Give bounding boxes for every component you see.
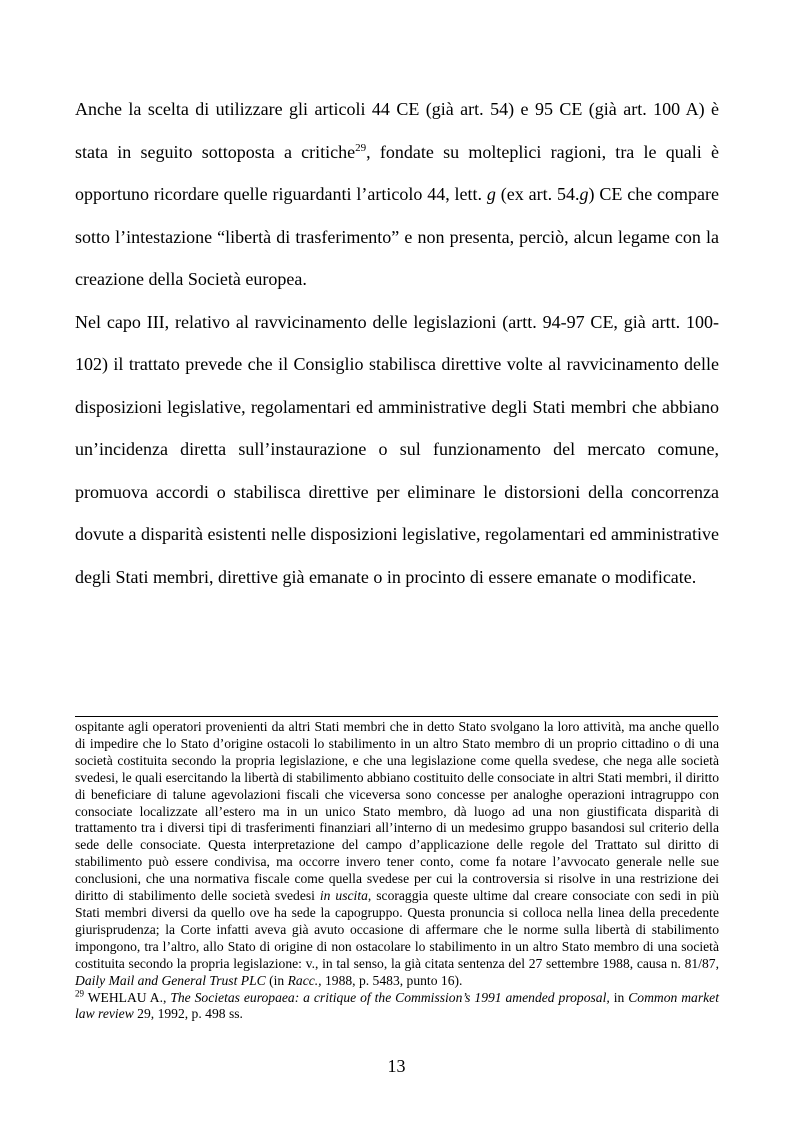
page-number: 13	[387, 1056, 406, 1076]
text-run: 1988, p. 5483, punto 16).	[321, 972, 463, 988]
footnote-number: 29	[75, 987, 84, 998]
footnote-separator	[75, 716, 718, 717]
footnotes	[75, 719, 719, 1023]
italic-run: in uscita	[319, 888, 368, 904]
text-run: , scoraggia queste ultime dal creare consociate con sedi in più Stati membri diversi da quello ove ha sede la capogruppo. Questa pronuncia si colloca nella linea della precedente giurisprudenza; la Corte infatti aveva già avuto occasione di affermare che le norme sulla libertà di stabilimento impongono, tra l’altro, allo Stato di origine di non ostacolare lo stabilimento in un altro Stato membro di una società costituita secondo la propria legislazione: v., in tal senso, la già citata sentenza del 27 settembre 1988, causa n. 81/87,	[75, 888, 720, 971]
italic-run: Daily Mail and General Trust PLC	[75, 972, 266, 988]
text-run: ) CE che compare sotto l’intestazione “libertà di trasferimento” e non presenta, perciò, alcun legame con la creazione della Società europea.	[75, 184, 720, 289]
footnote-29	[75, 987, 719, 1024]
text-run: in	[609, 989, 629, 1005]
footnote-journal: Common market law review	[75, 989, 719, 1022]
footnote-author: WEHLAU A.,	[84, 989, 171, 1005]
text-run: ospitante agli operatori provenienti da altri Stati membri che in detto Stato svolgano la loro attività, ma anche quello di impedire che lo Stato d’origine ostacoli lo stabilimento in un altro Stato membro di un proprio cittadino o di una società costituita secondo la propria legislazione, e che una legislazione come quella svedese, che nega alle società svedesi, le quali esercitando la libertà di stabilimento abbiano costituito delle consociate in altri Stati membri, il diritto di beneficiare di talune agevolazioni fiscali che viceversa sono concesse per analoghe operazioni intragruppo con consociate localizzate all’estero ma in un unico Stato membro, dà luogo ad una non giustificata disparità di trattamento tra i diversi tipi di trasferimenti finanziari all’interno di un medesimo gruppo basandosi sul criterio della sede delle consociate. Questa interpretazione del campo d’applicazione delle regole del Trattato sul diritto di stabilimento può essere condivisa, ma occorre invero tener conto, come fa notare l’avvocato generale nelle sue conclusioni, che una normativa fiscale come quella svedese per cui la controversia si risolve in una restrizione dei diritto di stabilimento delle società svedesi	[75, 719, 719, 904]
italic-run: g	[579, 184, 589, 204]
text-run: Anche la scelta di utilizzare gli articoli 44 CE (già art. 54) e 95 CE (già art. 100 A) è stata in seguito sottoposta a critiche	[75, 99, 719, 162]
italic-run: Racc.,	[287, 972, 322, 988]
text-run: (ex art. 54.	[495, 184, 580, 204]
footnote-continuation	[75, 719, 719, 990]
text-run: 29, 1992, p. 498 ss.	[133, 1006, 243, 1022]
footnote-ref-29[interactable]: 29	[355, 141, 367, 154]
paragraph-1	[75, 88, 719, 301]
paragraph-2: Nel capo III, relativo al ravvicinamento delle legislazioni (artt. 94-97 CE, già artt. 100-102) il trattato prevede che il Consiglio stabilisca direttive volte al ravvicinamento delle disposizioni legislative, regolamentari ed amministrative degli Stati membri che abbiano un’incidenza diretta sull’instaurazione o sul funzionamento del mercato comune, promuova accordi o stabilisca direttive per eliminare le distorsioni della concorrenza dovute a disparità esistenti nelle disposizioni legislative, regolamentari ed amministrative degli Stati membri, direttive già emanate o in procinto di essere emanate o modificate.	[75, 311, 719, 587]
italic-run: g	[486, 184, 496, 204]
footnote-title: The Societas europaea: a critique of the Commission’s 1991 amended proposal,	[170, 989, 610, 1005]
text-run: , fondate su molteplici ragioni, tra le quali è opportuno ricordare quelle riguardanti l’articolo 44, lett.	[75, 141, 719, 204]
main-text	[75, 88, 719, 598]
text-run: (in	[265, 972, 288, 988]
